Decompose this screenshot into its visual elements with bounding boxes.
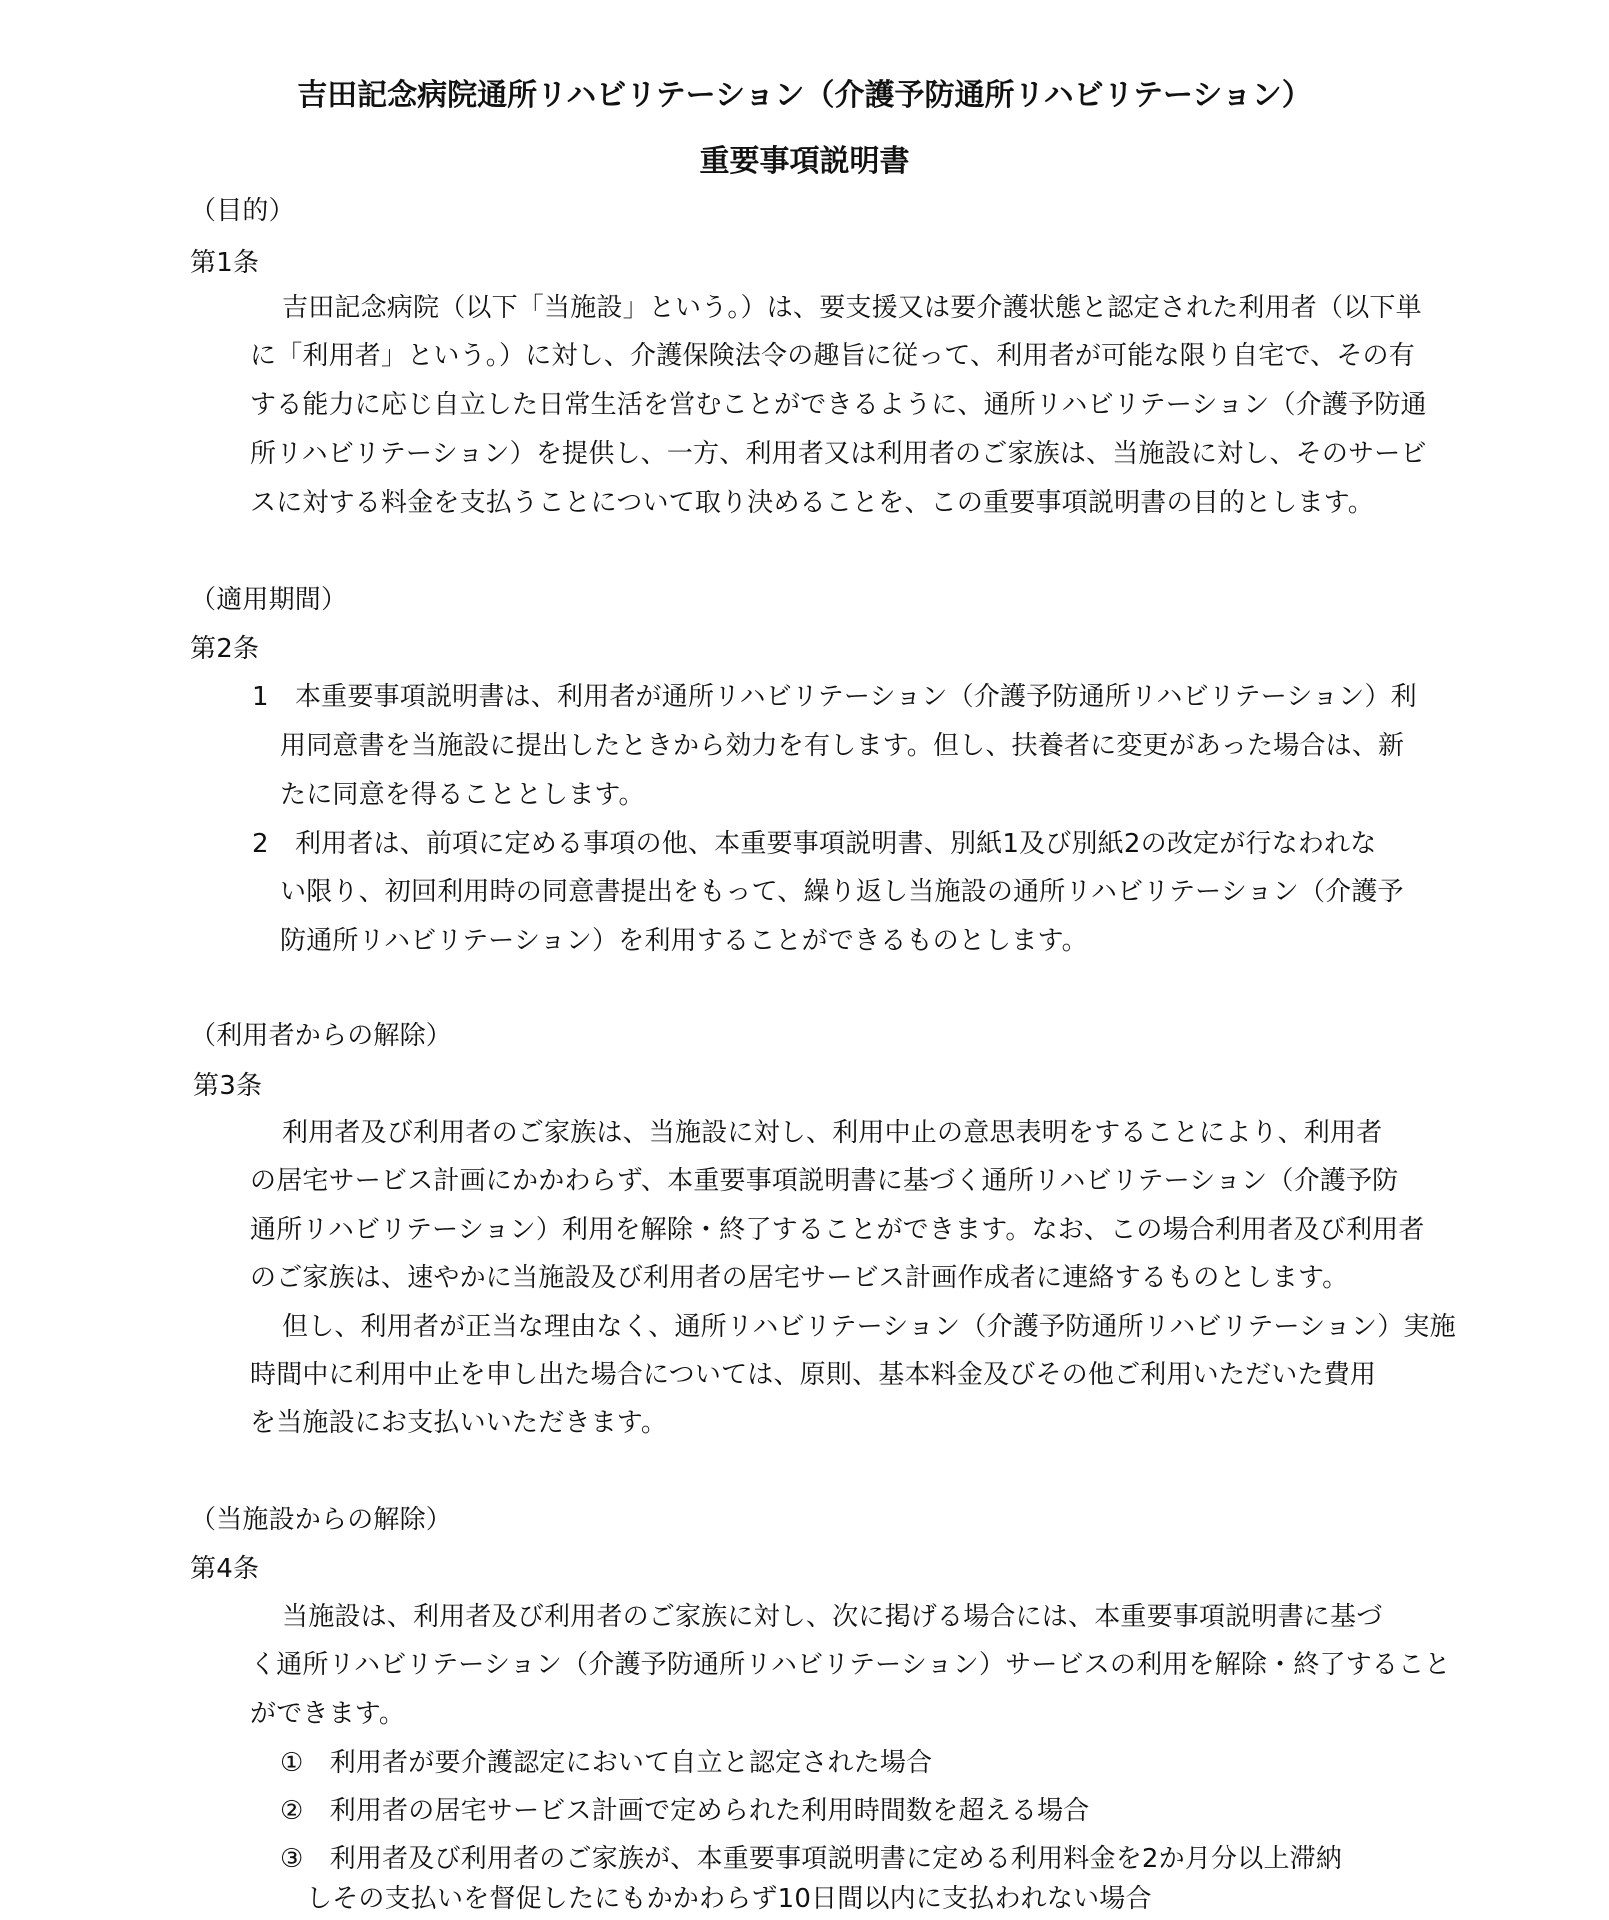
list-item: ③ 利用者及び利用者のご家族が、本重要事項説明書に定める利用料金を2か月分以上滞納 bbox=[280, 1844, 1343, 1874]
list-item-continued: 用同意書を当施設に提出したときから効力を有します。但し、扶養者に変更があった場合は、新 bbox=[280, 731, 1405, 761]
document-title: 吉田記念病院通所リハビリテーション（介護予防通所リハビリテーション） bbox=[297, 78, 1312, 113]
section-heading: （利用者からの解除） bbox=[190, 1021, 453, 1051]
document-subtitle: 重要事項説明書 bbox=[699, 144, 910, 179]
paragraph-line: 通所リハビリテーション）利用を解除・終了することができます。なお、この場合利用者及び利用者 bbox=[250, 1215, 1425, 1245]
paragraph-line: する能力に応じ自立した日常生活を営むことができるように、通所リハビリテーション（介護予防通 bbox=[250, 390, 1427, 420]
list-item-continued: たに同意を得ることとします。 bbox=[280, 780, 645, 810]
paragraph-line: のご家族は、速やかに当施設及び利用者の居宅サービス計画作成者に連絡するものとします。 bbox=[250, 1263, 1349, 1293]
paragraph-line: スに対する料金を支払うことについて取り決めることを、この重要事項説明書の目的とします。 bbox=[250, 488, 1375, 518]
list-item-continued: い限り、初回利用時の同意書提出をもって、繰り返し当施設の通所リハビリテーション（介護予 bbox=[280, 877, 1404, 907]
paragraph-line: に「利用者」という。）に対し、介護保険法令の趣旨に従って、利用者が可能な限り自宅で、その有 bbox=[250, 341, 1415, 371]
article-number: 第4条 bbox=[190, 1554, 260, 1584]
article-number: 第1条 bbox=[190, 248, 260, 278]
section-heading: （適用期間） bbox=[190, 585, 348, 615]
list-item: 2 利用者は、前項に定める事項の他、本重要事項説明書、別紙1及び別紙2の改定が行なわれな bbox=[252, 829, 1377, 859]
paragraph-line: 当施設は、利用者及び利用者のご家族に対し、次に掲げる場合には、本重要事項説明書に基づ bbox=[282, 1602, 1383, 1632]
article-number: 第2条 bbox=[190, 634, 260, 664]
paragraph-line: 但し、利用者が正当な理由なく、通所リハビリテーション（介護予防通所リハビリテーション）実施 bbox=[282, 1312, 1456, 1342]
paragraph-line: ができます。 bbox=[250, 1699, 406, 1729]
section-heading: （目的） bbox=[190, 196, 295, 226]
paragraph-line: の居宅サービス計画にかかわらず、本重要事項説明書に基づく通所リハビリテーション（介護予防 bbox=[250, 1166, 1399, 1196]
list-item-continued: 防通所リハビリテーション）を利用することができるものとします。 bbox=[280, 926, 1088, 956]
article-number: 第3条 bbox=[193, 1071, 263, 1101]
paragraph-line: 利用者及び利用者のご家族は、当施設に対し、利用中止の意思表明をすることにより、利用者 bbox=[282, 1118, 1383, 1148]
list-item: ① 利用者が要介護認定において自立と認定された場合 bbox=[280, 1748, 933, 1778]
paragraph-line: 時間中に利用中止を申し出た場合については、原則、基本料金及びその他ご利用いただいた費用 bbox=[250, 1360, 1377, 1390]
paragraph-line: 吉田記念病院（以下「当施設」という。）は、要支援又は要介護状態と認定された利用者（以下単 bbox=[282, 293, 1422, 323]
section-heading: （当施設からの解除） bbox=[190, 1505, 453, 1535]
list-item-continued: しその支払いを督促したにもかかわらず10日間以内に支払われない場合 bbox=[306, 1884, 1152, 1914]
list-item: 1 本重要事項説明書は、利用者が通所リハビリテーション（介護予防通所リハビリテーション）利 bbox=[252, 682, 1417, 712]
paragraph-line: 所リハビリテーション）を提供し、一方、利用者又は利用者のご家族は、当施設に対し、そのサービ bbox=[250, 439, 1427, 469]
paragraph-line: く通所リハビリテーション（介護予防通所リハビリテーション）サービスの利用を解除・終了すること bbox=[250, 1650, 1451, 1680]
list-item: ② 利用者の居宅サービス計画で定められた利用時間数を超える場合 bbox=[280, 1796, 1090, 1826]
paragraph-line: を当施設にお支払いいただきます。 bbox=[250, 1408, 668, 1438]
